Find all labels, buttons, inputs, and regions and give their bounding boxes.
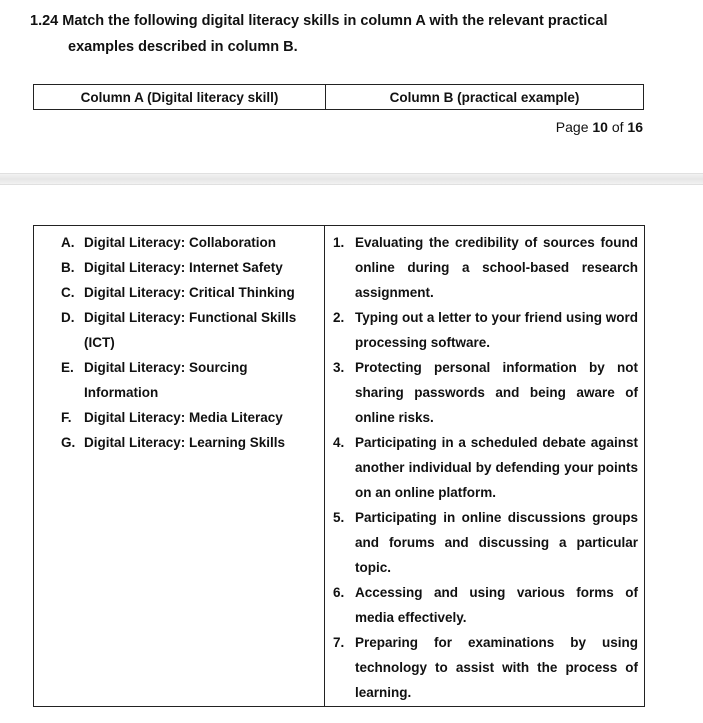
- list-item: 5. Participating in online discussions groups and forums and discussing a particular topic.: [333, 510, 638, 575]
- page-total: 16: [627, 119, 643, 135]
- page-current: 10: [592, 119, 608, 135]
- column-a: [34, 226, 325, 706]
- list-item: B. Digital Literacy: Internet Safety: [61, 260, 283, 275]
- list-item: C. Digital Literacy: Critical Thinking: [61, 285, 295, 300]
- page-of: of: [611, 119, 624, 135]
- list-item: 4. Participating in a scheduled debate against another individual by defending your points on an online platform.: [333, 435, 638, 500]
- page-prefix: Page: [555, 119, 589, 135]
- list-item: 7. Preparing for examinations by using technology to assist with the process of learning.: [333, 635, 638, 700]
- question-text: [30, 8, 650, 60]
- list-item: 3. Protecting personal information by not sharing passwords and being aware of online risks.: [333, 360, 638, 425]
- list-item: 1. Evaluating the credibility of sources found online during a school-based research assignment.: [333, 235, 638, 300]
- list-item: D. Digital Literacy: Functional Skills (ICT): [61, 310, 297, 350]
- question-line-2: examples described in column B.: [68, 39, 298, 55]
- question-number: 1.24: [30, 13, 59, 29]
- list-item: F. Digital Literacy: Media Literacy: [61, 410, 283, 425]
- header-column-a: Column A (Digital literacy skill): [34, 85, 326, 109]
- column-b: [325, 226, 644, 706]
- list-item: 6. Accessing and using various forms of media effectively.: [333, 585, 638, 625]
- list-item: 2. Typing out a letter to your friend using word processing software.: [333, 310, 638, 350]
- list-item: G. Digital Literacy: Learning Skills: [61, 435, 286, 450]
- list-item: E. Digital Literacy: Sourcing Information: [61, 360, 248, 400]
- question-line-1: [30, 8, 650, 34]
- matching-table: [33, 225, 645, 707]
- list-item: A. Digital Literacy: Collaboration: [61, 235, 277, 250]
- question-line-1-text: Match the following digital literacy skills in column A with the relevant practical: [62, 13, 608, 29]
- page-number: [556, 119, 643, 135]
- header-column-b: Column B (practical example): [389, 89, 580, 105]
- header-table: [33, 84, 644, 110]
- page-break-divider: [0, 173, 703, 185]
